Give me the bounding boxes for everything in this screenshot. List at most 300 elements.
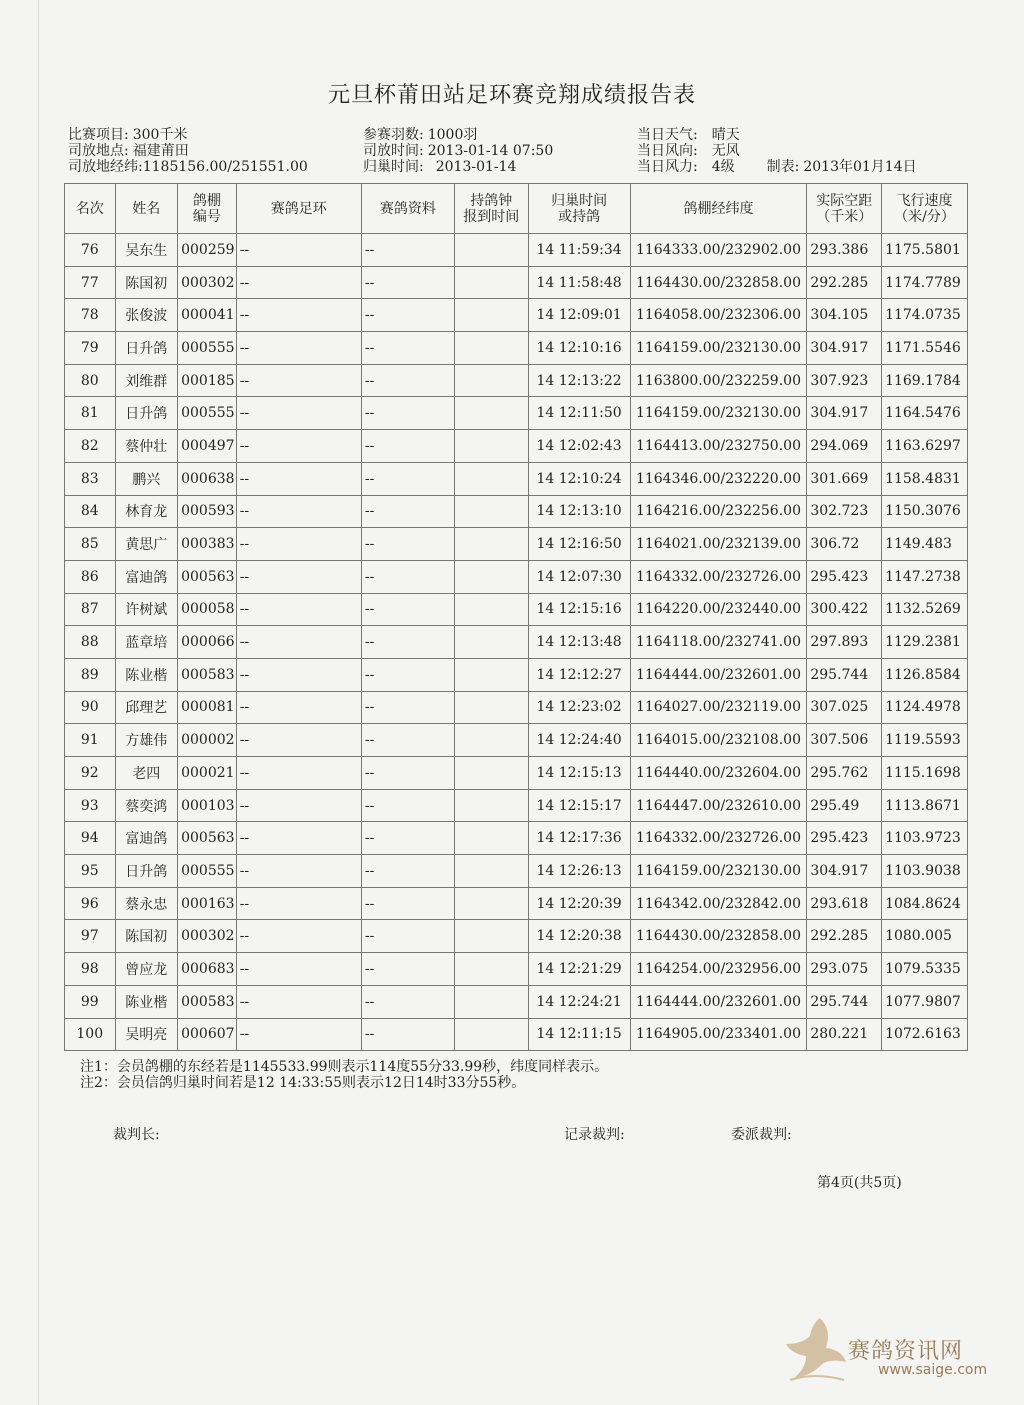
cell-info: -- [361, 757, 454, 790]
cell-distance: 304.917 [807, 855, 882, 888]
project-value: 300千米 [132, 127, 188, 143]
cell-coords: 1164447.00/232610.00 [630, 789, 807, 822]
table-row [65, 855, 968, 888]
table-row [65, 1018, 968, 1051]
cell-coords: 1164346.00/232220.00 [630, 462, 807, 495]
cell-name: 蔡仲壮 [115, 430, 178, 463]
cell-ring: -- [236, 757, 361, 790]
cell-loft-number: 000563 [178, 822, 237, 855]
cell-clock [454, 724, 528, 757]
cell-info: -- [361, 560, 454, 593]
cell-coords: 1164159.00/232130.00 [630, 397, 807, 430]
cell-ring: -- [236, 397, 361, 430]
results-table [64, 183, 968, 1051]
cell-name: 老四 [115, 757, 178, 790]
header-distance: 实际空距 （千米） [807, 184, 882, 234]
cell-clock [454, 332, 528, 365]
header-info: 赛鸽资料 [361, 184, 454, 234]
cell-name: 富迪鸽 [115, 822, 178, 855]
cell-coords: 1164444.00/232601.00 [630, 658, 807, 691]
cell-loft-number: 000185 [178, 364, 237, 397]
cell-clock [454, 364, 528, 397]
cell-rank: 98 [65, 953, 116, 986]
cell-ring: -- [236, 920, 361, 953]
cell-distance: 293.386 [807, 234, 882, 267]
table-row [65, 691, 968, 724]
cell-arrival: 14 12:09:01 [528, 299, 630, 332]
cell-arrival: 14 12:15:13 [528, 757, 630, 790]
table-row [65, 658, 968, 691]
cell-rank: 78 [65, 299, 116, 332]
cell-loft-number: 000021 [178, 757, 237, 790]
cell-speed: 1174.7789 [882, 266, 968, 299]
cell-loft-number: 000163 [178, 887, 237, 920]
cell-distance: 294.069 [807, 430, 882, 463]
header-name: 姓名 [115, 184, 178, 234]
cell-clock [454, 299, 528, 332]
cell-arrival: 14 12:20:39 [528, 887, 630, 920]
cell-loft-number: 000302 [178, 920, 237, 953]
cell-distance: 295.744 [807, 658, 882, 691]
cell-ring: -- [236, 593, 361, 626]
cell-ring: -- [236, 495, 361, 528]
note-2: 注2：会员信鸽归巢时间若是12 14:33:55则表示12日14时33分55秒。 [80, 1075, 526, 1091]
cell-rank: 97 [65, 920, 116, 953]
cell-speed: 1119.5593 [882, 724, 968, 757]
table-row [65, 528, 968, 561]
release-time-value: 2013-01-14 07:50 [427, 143, 554, 159]
cell-loft-number: 000563 [178, 560, 237, 593]
table-row [65, 495, 968, 528]
cell-ring: -- [236, 364, 361, 397]
cell-ring: -- [236, 430, 361, 463]
cell-rank: 83 [65, 462, 116, 495]
cell-ring: -- [236, 528, 361, 561]
cell-distance: 295.762 [807, 757, 882, 790]
cell-arrival: 14 12:11:50 [528, 397, 630, 430]
table-row [65, 887, 968, 920]
release-coords-value: 1185156.00/251551.00 [142, 159, 308, 175]
cell-arrival: 14 12:13:22 [528, 364, 630, 397]
cell-distance: 293.075 [807, 953, 882, 986]
cell-name: 刘维群 [115, 364, 178, 397]
cell-info: -- [361, 822, 454, 855]
cell-rank: 99 [65, 985, 116, 1018]
cell-clock [454, 757, 528, 790]
cell-arrival: 14 12:16:50 [528, 528, 630, 561]
cell-info: -- [361, 462, 454, 495]
cell-name: 黄思广 [115, 528, 178, 561]
header-loft-number: 鸽棚 编号 [178, 184, 237, 234]
cell-info: -- [361, 626, 454, 659]
cell-speed: 1115.1698 [882, 757, 968, 790]
cell-info: -- [361, 332, 454, 365]
cell-speed: 1080.005 [882, 920, 968, 953]
cell-clock [454, 266, 528, 299]
cell-rank: 76 [65, 234, 116, 267]
cell-name: 富迪鸽 [115, 560, 178, 593]
cell-ring: -- [236, 266, 361, 299]
page-title: 元旦杯莆田站足环赛竞翔成绩报告表 [327, 83, 696, 108]
table-row [65, 789, 968, 822]
cell-rank: 88 [65, 626, 116, 659]
cell-clock [454, 887, 528, 920]
cell-clock [454, 985, 528, 1018]
cell-coords: 1164444.00/232601.00 [630, 985, 807, 1018]
cell-arrival: 14 12:13:10 [528, 495, 630, 528]
notes [80, 1059, 608, 1091]
cell-clock [454, 626, 528, 659]
note-1: 注1：会员鸽棚的东经若是1145533.99则表示114度55分33.99秒，纬度同样表示。 [80, 1059, 609, 1075]
cell-distance: 307.025 [807, 691, 882, 724]
release-site-value: 福建莆田 [132, 143, 189, 159]
return-time-label: 归巢时间: [363, 159, 424, 175]
cell-name: 邱理艺 [115, 691, 178, 724]
header-arrival: 归巢时间 或持鸽 [528, 184, 630, 234]
table-row [65, 822, 968, 855]
cell-rank: 100 [65, 1018, 116, 1051]
watermark [780, 1310, 1005, 1390]
cell-ring: -- [236, 462, 361, 495]
meta-column-right [637, 127, 917, 175]
cell-rank: 86 [65, 560, 116, 593]
cell-ring: -- [236, 855, 361, 888]
cell-rank: 95 [65, 855, 116, 888]
cell-clock [454, 920, 528, 953]
meta-column-middle [363, 127, 553, 175]
watermark-brand: 赛鸽资讯网 [848, 1339, 964, 1364]
cell-clock [454, 953, 528, 986]
cell-speed: 1077.9807 [882, 985, 968, 1018]
cell-distance: 295.423 [807, 822, 882, 855]
recording-referee-label: 记录裁判: [564, 1127, 625, 1143]
cell-coords: 1164332.00/232726.00 [630, 822, 807, 855]
cell-info: -- [361, 724, 454, 757]
cell-coords: 1164027.00/232119.00 [630, 691, 807, 724]
cell-coords: 1164058.00/232306.00 [630, 299, 807, 332]
table-row [65, 920, 968, 953]
cell-name: 张俊波 [115, 299, 178, 332]
cell-info: -- [361, 266, 454, 299]
cell-coords: 1164216.00/232256.00 [630, 495, 807, 528]
cell-loft-number: 000041 [178, 299, 237, 332]
cell-info: -- [361, 691, 454, 724]
cell-rank: 82 [65, 430, 116, 463]
cell-coords: 1164118.00/232741.00 [630, 626, 807, 659]
wind-force-label: 当日风力: [637, 159, 698, 175]
cell-rank: 77 [65, 266, 116, 299]
cell-ring: -- [236, 985, 361, 1018]
cell-coords: 1164159.00/232130.00 [630, 855, 807, 888]
cell-rank: 81 [65, 397, 116, 430]
cell-info: -- [361, 593, 454, 626]
cell-rank: 93 [65, 789, 116, 822]
cell-name: 陈业楷 [115, 658, 178, 691]
table-row [65, 462, 968, 495]
cell-name: 蓝章培 [115, 626, 178, 659]
cell-distance: 297.893 [807, 626, 882, 659]
table-row [65, 560, 968, 593]
cell-arrival: 14 12:10:16 [528, 332, 630, 365]
cell-info: -- [361, 299, 454, 332]
cell-clock [454, 855, 528, 888]
cell-arrival: 14 11:58:48 [528, 266, 630, 299]
header-ring: 赛鸽足环 [236, 184, 361, 234]
cell-speed: 1079.5335 [882, 953, 968, 986]
project-label: 比赛项目: [68, 127, 129, 143]
page-edge-line [38, 0, 39, 1405]
cell-info: -- [361, 528, 454, 561]
cell-name: 蔡永忠 [115, 887, 178, 920]
cell-speed: 1124.4978 [882, 691, 968, 724]
cell-ring: -- [236, 626, 361, 659]
made-date-label: 制表: [766, 159, 800, 175]
cell-speed: 1072.6163 [882, 1018, 968, 1051]
cell-rank: 84 [65, 495, 116, 528]
cell-arrival: 14 12:15:17 [528, 789, 630, 822]
cell-distance: 304.105 [807, 299, 882, 332]
cell-arrival: 14 12:24:21 [528, 985, 630, 1018]
cell-clock [454, 430, 528, 463]
cell-rank: 94 [65, 822, 116, 855]
cell-loft-number: 000683 [178, 953, 237, 986]
cell-name: 陈国初 [115, 266, 178, 299]
cell-speed: 1171.5546 [882, 332, 968, 365]
table-row [65, 397, 968, 430]
cell-info: -- [361, 920, 454, 953]
chief-referee-label: 裁判长: [113, 1127, 160, 1143]
cell-rank: 79 [65, 332, 116, 365]
cell-name: 日升鸽 [115, 397, 178, 430]
cell-rank: 89 [65, 658, 116, 691]
cell-distance: 295.49 [807, 789, 882, 822]
cell-loft-number: 000607 [178, 1018, 237, 1051]
cell-clock [454, 234, 528, 267]
cell-speed: 1150.3076 [882, 495, 968, 528]
cell-clock [454, 789, 528, 822]
cell-arrival: 14 12:15:16 [528, 593, 630, 626]
cell-name: 陈业楷 [115, 985, 178, 1018]
cell-ring: -- [236, 789, 361, 822]
weather-label: 当日天气: [637, 127, 698, 143]
cell-loft-number: 000555 [178, 397, 237, 430]
cell-speed: 1084.8624 [882, 887, 968, 920]
cell-arrival: 14 12:02:43 [528, 430, 630, 463]
meta-column-left [68, 127, 308, 175]
cell-distance: 292.285 [807, 266, 882, 299]
cell-loft-number: 000002 [178, 724, 237, 757]
cell-arrival: 14 12:10:24 [528, 462, 630, 495]
table-row [65, 364, 968, 397]
cell-name: 蔡奕鸿 [115, 789, 178, 822]
return-time-value: 2013-01-14 [435, 159, 517, 175]
cell-rank: 91 [65, 724, 116, 757]
cell-coords: 1164015.00/232108.00 [630, 724, 807, 757]
cell-clock [454, 528, 528, 561]
cell-name: 鹏兴 [115, 462, 178, 495]
cell-arrival: 14 12:23:02 [528, 691, 630, 724]
cell-name: 方雄伟 [115, 724, 178, 757]
cell-coords: 1164905.00/233401.00 [630, 1018, 807, 1051]
cell-clock [454, 822, 528, 855]
watermark-url: www.saige.com [878, 1362, 988, 1378]
cell-distance: 306.72 [807, 528, 882, 561]
entries-label: 参赛羽数: [363, 127, 424, 143]
cell-loft-number: 000081 [178, 691, 237, 724]
cell-loft-number: 000058 [178, 593, 237, 626]
cell-clock [454, 397, 528, 430]
cell-speed: 1132.5269 [882, 593, 968, 626]
cell-distance: 301.669 [807, 462, 882, 495]
weather-value: 晴天 [711, 127, 740, 143]
cell-coords: 1164342.00/232842.00 [630, 887, 807, 920]
cell-name: 林育龙 [115, 495, 178, 528]
cell-loft-number: 000066 [178, 626, 237, 659]
pigeon-logo-icon [780, 1310, 850, 1385]
cell-info: -- [361, 430, 454, 463]
cell-arrival: 14 12:12:27 [528, 658, 630, 691]
cell-clock [454, 462, 528, 495]
table-row [65, 266, 968, 299]
cell-coords: 1164021.00/232139.00 [630, 528, 807, 561]
cell-arrival: 14 12:24:40 [528, 724, 630, 757]
cell-name: 许树斌 [115, 593, 178, 626]
cell-distance: 300.422 [807, 593, 882, 626]
wind-direction-value: 无风 [711, 143, 740, 159]
cell-coords: 1163800.00/232259.00 [630, 364, 807, 397]
cell-coords: 1164430.00/232858.00 [630, 920, 807, 953]
cell-coords: 1164220.00/232440.00 [630, 593, 807, 626]
cell-coords: 1164430.00/232858.00 [630, 266, 807, 299]
wind-direction-label: 当日风向: [637, 143, 698, 159]
cell-clock [454, 1018, 528, 1051]
cell-loft-number: 000555 [178, 332, 237, 365]
cell-speed: 1103.9723 [882, 822, 968, 855]
header-speed: 飞行速度 （米/分） [882, 184, 968, 234]
cell-rank: 80 [65, 364, 116, 397]
cell-info: -- [361, 364, 454, 397]
cell-clock [454, 560, 528, 593]
table-row [65, 953, 968, 986]
cell-arrival: 14 12:07:30 [528, 560, 630, 593]
cell-info: -- [361, 1018, 454, 1051]
cell-distance: 295.744 [807, 985, 882, 1018]
cell-clock [454, 593, 528, 626]
delegated-referee-label: 委派裁判: [731, 1127, 792, 1143]
cell-arrival: 14 12:21:29 [528, 953, 630, 986]
cell-rank: 96 [65, 887, 116, 920]
cell-info: -- [361, 953, 454, 986]
cell-ring: -- [236, 234, 361, 267]
cell-speed: 1169.1784 [882, 364, 968, 397]
cell-speed: 1147.2738 [882, 560, 968, 593]
cell-ring: -- [236, 658, 361, 691]
table-body [65, 234, 968, 1051]
cell-name: 吴东生 [115, 234, 178, 267]
cell-speed: 1164.5476 [882, 397, 968, 430]
table-row [65, 234, 968, 267]
cell-info: -- [361, 985, 454, 1018]
cell-arrival: 14 12:11:15 [528, 1018, 630, 1051]
entries-value: 1000羽 [427, 127, 478, 143]
cell-name: 日升鸽 [115, 332, 178, 365]
cell-coords: 1164440.00/232604.00 [630, 757, 807, 790]
cell-coords: 1164159.00/232130.00 [630, 332, 807, 365]
cell-info: -- [361, 234, 454, 267]
cell-distance: 295.423 [807, 560, 882, 593]
cell-coords: 1164413.00/232750.00 [630, 430, 807, 463]
cell-clock [454, 691, 528, 724]
cell-coords: 1164332.00/232726.00 [630, 560, 807, 593]
table-row [65, 626, 968, 659]
cell-loft-number: 000583 [178, 985, 237, 1018]
release-coords-label: 司放地经纬: [68, 159, 143, 175]
cell-info: -- [361, 658, 454, 691]
cell-rank: 87 [65, 593, 116, 626]
cell-name: 日升鸽 [115, 855, 178, 888]
table-row [65, 985, 968, 1018]
cell-coords: 1164333.00/232902.00 [630, 234, 807, 267]
table-row [65, 299, 968, 332]
cell-rank: 85 [65, 528, 116, 561]
cell-distance: 302.723 [807, 495, 882, 528]
release-time-label: 司放时间: [363, 143, 424, 159]
page-number: 第4页(共5页) [817, 1175, 902, 1191]
cell-loft-number: 000103 [178, 789, 237, 822]
cell-distance: 280.221 [807, 1018, 882, 1051]
cell-loft-number: 000555 [178, 855, 237, 888]
cell-ring: -- [236, 953, 361, 986]
cell-speed: 1129.2381 [882, 626, 968, 659]
cell-loft-number: 000593 [178, 495, 237, 528]
cell-ring: -- [236, 691, 361, 724]
cell-name: 曾应龙 [115, 953, 178, 986]
cell-distance: 293.618 [807, 887, 882, 920]
cell-loft-number: 000638 [178, 462, 237, 495]
cell-speed: 1163.6297 [882, 430, 968, 463]
cell-rank: 92 [65, 757, 116, 790]
cell-arrival: 14 12:13:48 [528, 626, 630, 659]
cell-arrival: 14 12:17:36 [528, 822, 630, 855]
cell-name: 陈国初 [115, 920, 178, 953]
cell-speed: 1113.8671 [882, 789, 968, 822]
table-row [65, 757, 968, 790]
header-clock: 持鸽钟 报到时间 [454, 184, 528, 234]
cell-coords: 1164254.00/232956.00 [630, 953, 807, 986]
cell-speed: 1174.0735 [882, 299, 968, 332]
cell-speed: 1175.5801 [882, 234, 968, 267]
table-row [65, 430, 968, 463]
cell-name: 吴明亮 [115, 1018, 178, 1051]
made-date-value: 2013年01月14日 [803, 159, 917, 175]
cell-distance: 307.506 [807, 724, 882, 757]
cell-loft-number: 000259 [178, 234, 237, 267]
cell-arrival: 14 11:59:34 [528, 234, 630, 267]
cell-ring: -- [236, 332, 361, 365]
cell-distance: 304.917 [807, 332, 882, 365]
table-row [65, 593, 968, 626]
cell-ring: -- [236, 1018, 361, 1051]
cell-rank: 90 [65, 691, 116, 724]
table-row [65, 724, 968, 757]
header-coords: 鸽棚经纬度 [630, 184, 807, 234]
cell-info: -- [361, 495, 454, 528]
cell-loft-number: 000302 [178, 266, 237, 299]
table-row [65, 332, 968, 365]
cell-info: -- [361, 397, 454, 430]
release-site-label: 司放地点: [68, 143, 129, 159]
cell-distance: 304.917 [807, 397, 882, 430]
